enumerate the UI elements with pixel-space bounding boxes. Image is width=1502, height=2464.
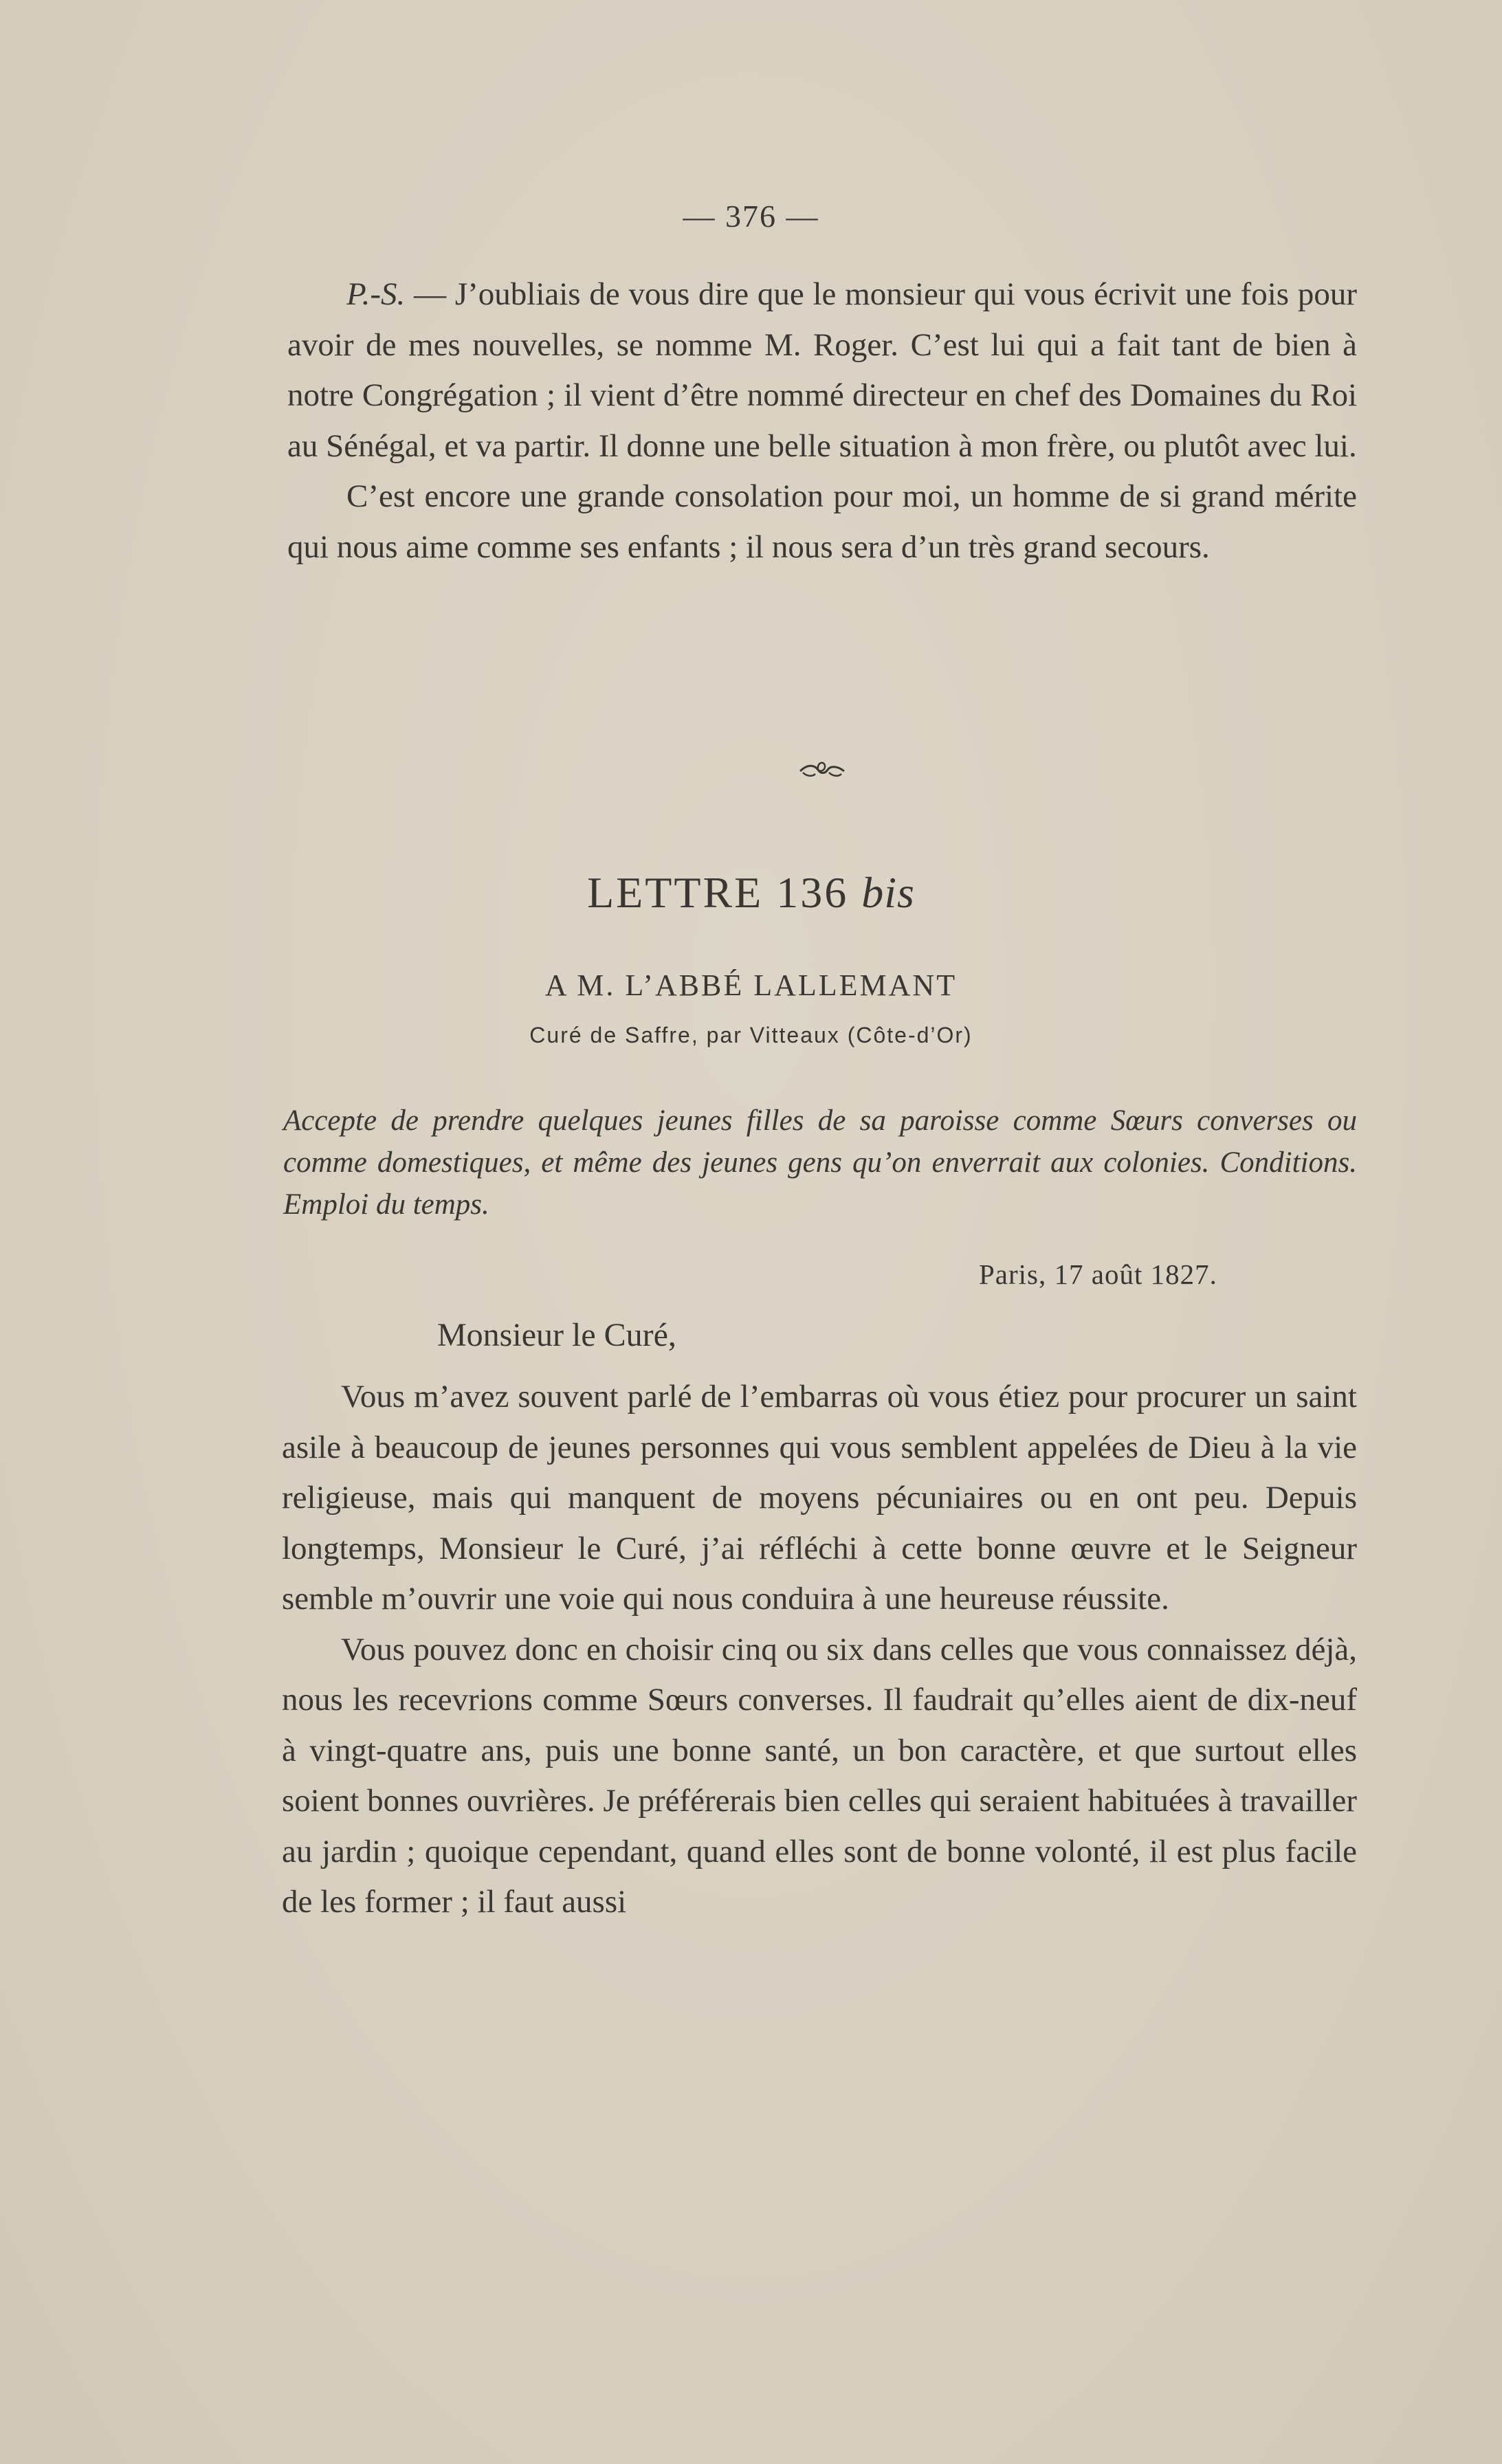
postscript-paragraph-2: C’est encore une grande consolation pour moi, un homme de si grand mérite qui nous aime comme ses enfants ; il nous sera d’un très grand secours. <box>287 478 1357 565</box>
page-number: — 376 — <box>683 199 819 234</box>
postscript-paragraph-1 <box>287 269 1357 471</box>
postscript-text-1: — J’oubliais de vous dire que le monsieur qui vous écrivit une fois pour avoir de mes nouvelles, se nomme M. Roger. C’est lui qui a fait tant de bien à notre Congrégation ; il vient d’être nommé directeur en chef des Domaines du Roi au Sénégal, et va partir. Il donne une belle situation à mon frère, ou plutôt avec lui. <box>287 276 1357 464</box>
letter-body <box>282 1372 1357 1928</box>
letter-address: Curé de Saffre, par Vitteaux (Côte-d’Or) <box>529 1023 973 1047</box>
letter-body-paragraph-1: Vous m’avez souvent parlé de l’embarras où vous étiez pour procurer un saint asile à beaucoup de jeunes personnes qui vous semblent appelées de Dieu à la vie religieuse, mais qui manquent de moyens pécuniaires ou en ont peu. Depuis longtemps, Monsieur le Curé, j’ai réfléchi à cette bonne œuvre et le Seigneur semble m’ouvrir une voie qui nous conduira à une heureuse réussite. <box>282 1379 1357 1617</box>
letter-dateline: Paris, 17 août 1827. <box>979 1258 1217 1290</box>
letter-title <box>0 867 1502 918</box>
fleuron-ornament-icon <box>797 756 847 784</box>
letter-title-text: LETTRE 136 <box>587 868 849 917</box>
letter-summary: Accepte de prendre quelques jeunes filles de sa paroisse comme Sœurs converses ou comme domestiques, et même des jeunes gens qu’on enverrait aux colonies. Conditions. Emploi du temps. <box>283 1105 1357 1221</box>
postscript-label: P.-S. <box>346 276 406 312</box>
letter-addressee: A M. L’ABBÉ LALLEMANT <box>544 968 958 1002</box>
postscript-block <box>287 269 1357 573</box>
letter-body-paragraph-2: Vous pouvez donc en choisir cinq ou six dans celles que vous connaissez déjà, nous les recevrions comme Sœurs converses. Il faudrait qu’elles aient de dix-neuf à vingt-quatre ans, puis une bonne santé, un bon caractère, et que surtout elles soient bonnes ouvrières. Je préférerais bien celles qui seraient habituées à travailler au jardin ; quoique cependant, quand elles sont de bonne volonté, il est plus facile de les former ; il faut aussi <box>282 1631 1357 1920</box>
letter-salutation: Monsieur le Curé, <box>437 1317 676 1353</box>
letter-title-suffix: bis <box>861 868 915 917</box>
